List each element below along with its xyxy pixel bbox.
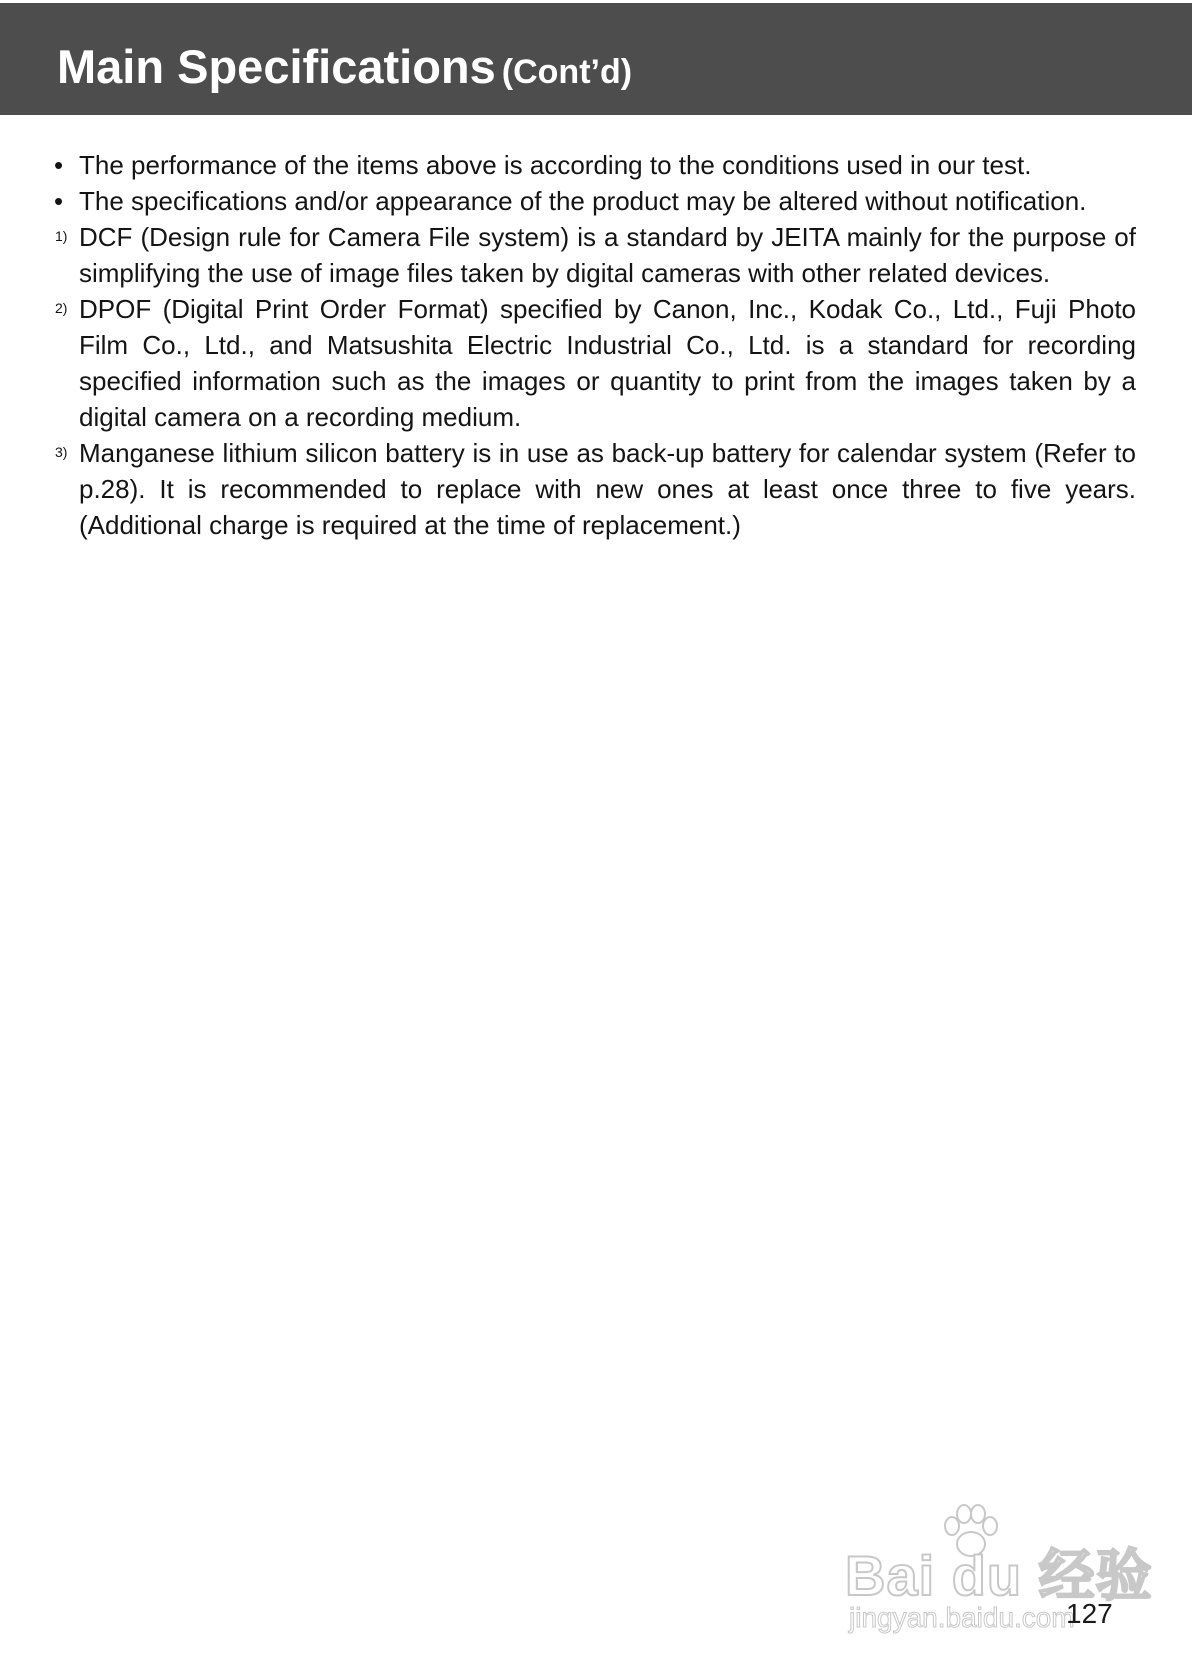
note-text: The specifications and/or appearance of the product may be altered without notification. [79,186,1087,216]
footnote-text: DPOF (Digital Print Order Format) specified by Canon, Inc., Kodak Co., Ltd., Fuji Photo Film Co., Ltd., and Matsushita Electric Industrial Co., Ltd. is a standard for recording specified information such as the images or quantity to print from the images taken by a digital camera on a recording medium. [79,294,1136,432]
note-item [52,147,1136,183]
footnote-text: DCF (Design rule for Camera File system) is a standard by JEITA mainly for the purpose of simplifying the use of image files taken by digital cameras with other related devices. [79,222,1136,288]
footnote-item [52,435,1136,543]
footnote-marker: 3) [55,444,68,460]
watermark-url: jingyan.baidu.com [849,1602,1075,1633]
page-number: 127 [1066,1598,1113,1629]
footnote-text: Manganese lithium silicon battery is in use as back-up battery for calendar system (Refer to p.28). It is recommended to replace with new ones at least once three to five years. (Additional charge is required at the time of replacement.) [79,438,1136,540]
watermark-logo: Bai du 经验 [845,1544,1153,1607]
page-title-subtitle: (Cont’d) [501,53,633,91]
note-text: The performance of the items above is according to the conditions used in our test. [79,150,1032,180]
bullet-marker: • [54,150,64,180]
bullet-marker: • [54,186,64,216]
footnote-item [52,219,1136,291]
specification-notes [52,147,1136,543]
page-title [57,40,633,93]
page-header [0,3,1192,115]
page-title-main: Main Specifications [57,40,496,93]
footnote-marker: 2) [55,300,68,316]
footnote-marker: 1) [55,228,68,244]
footnote-item [52,291,1136,435]
note-item [52,183,1136,219]
